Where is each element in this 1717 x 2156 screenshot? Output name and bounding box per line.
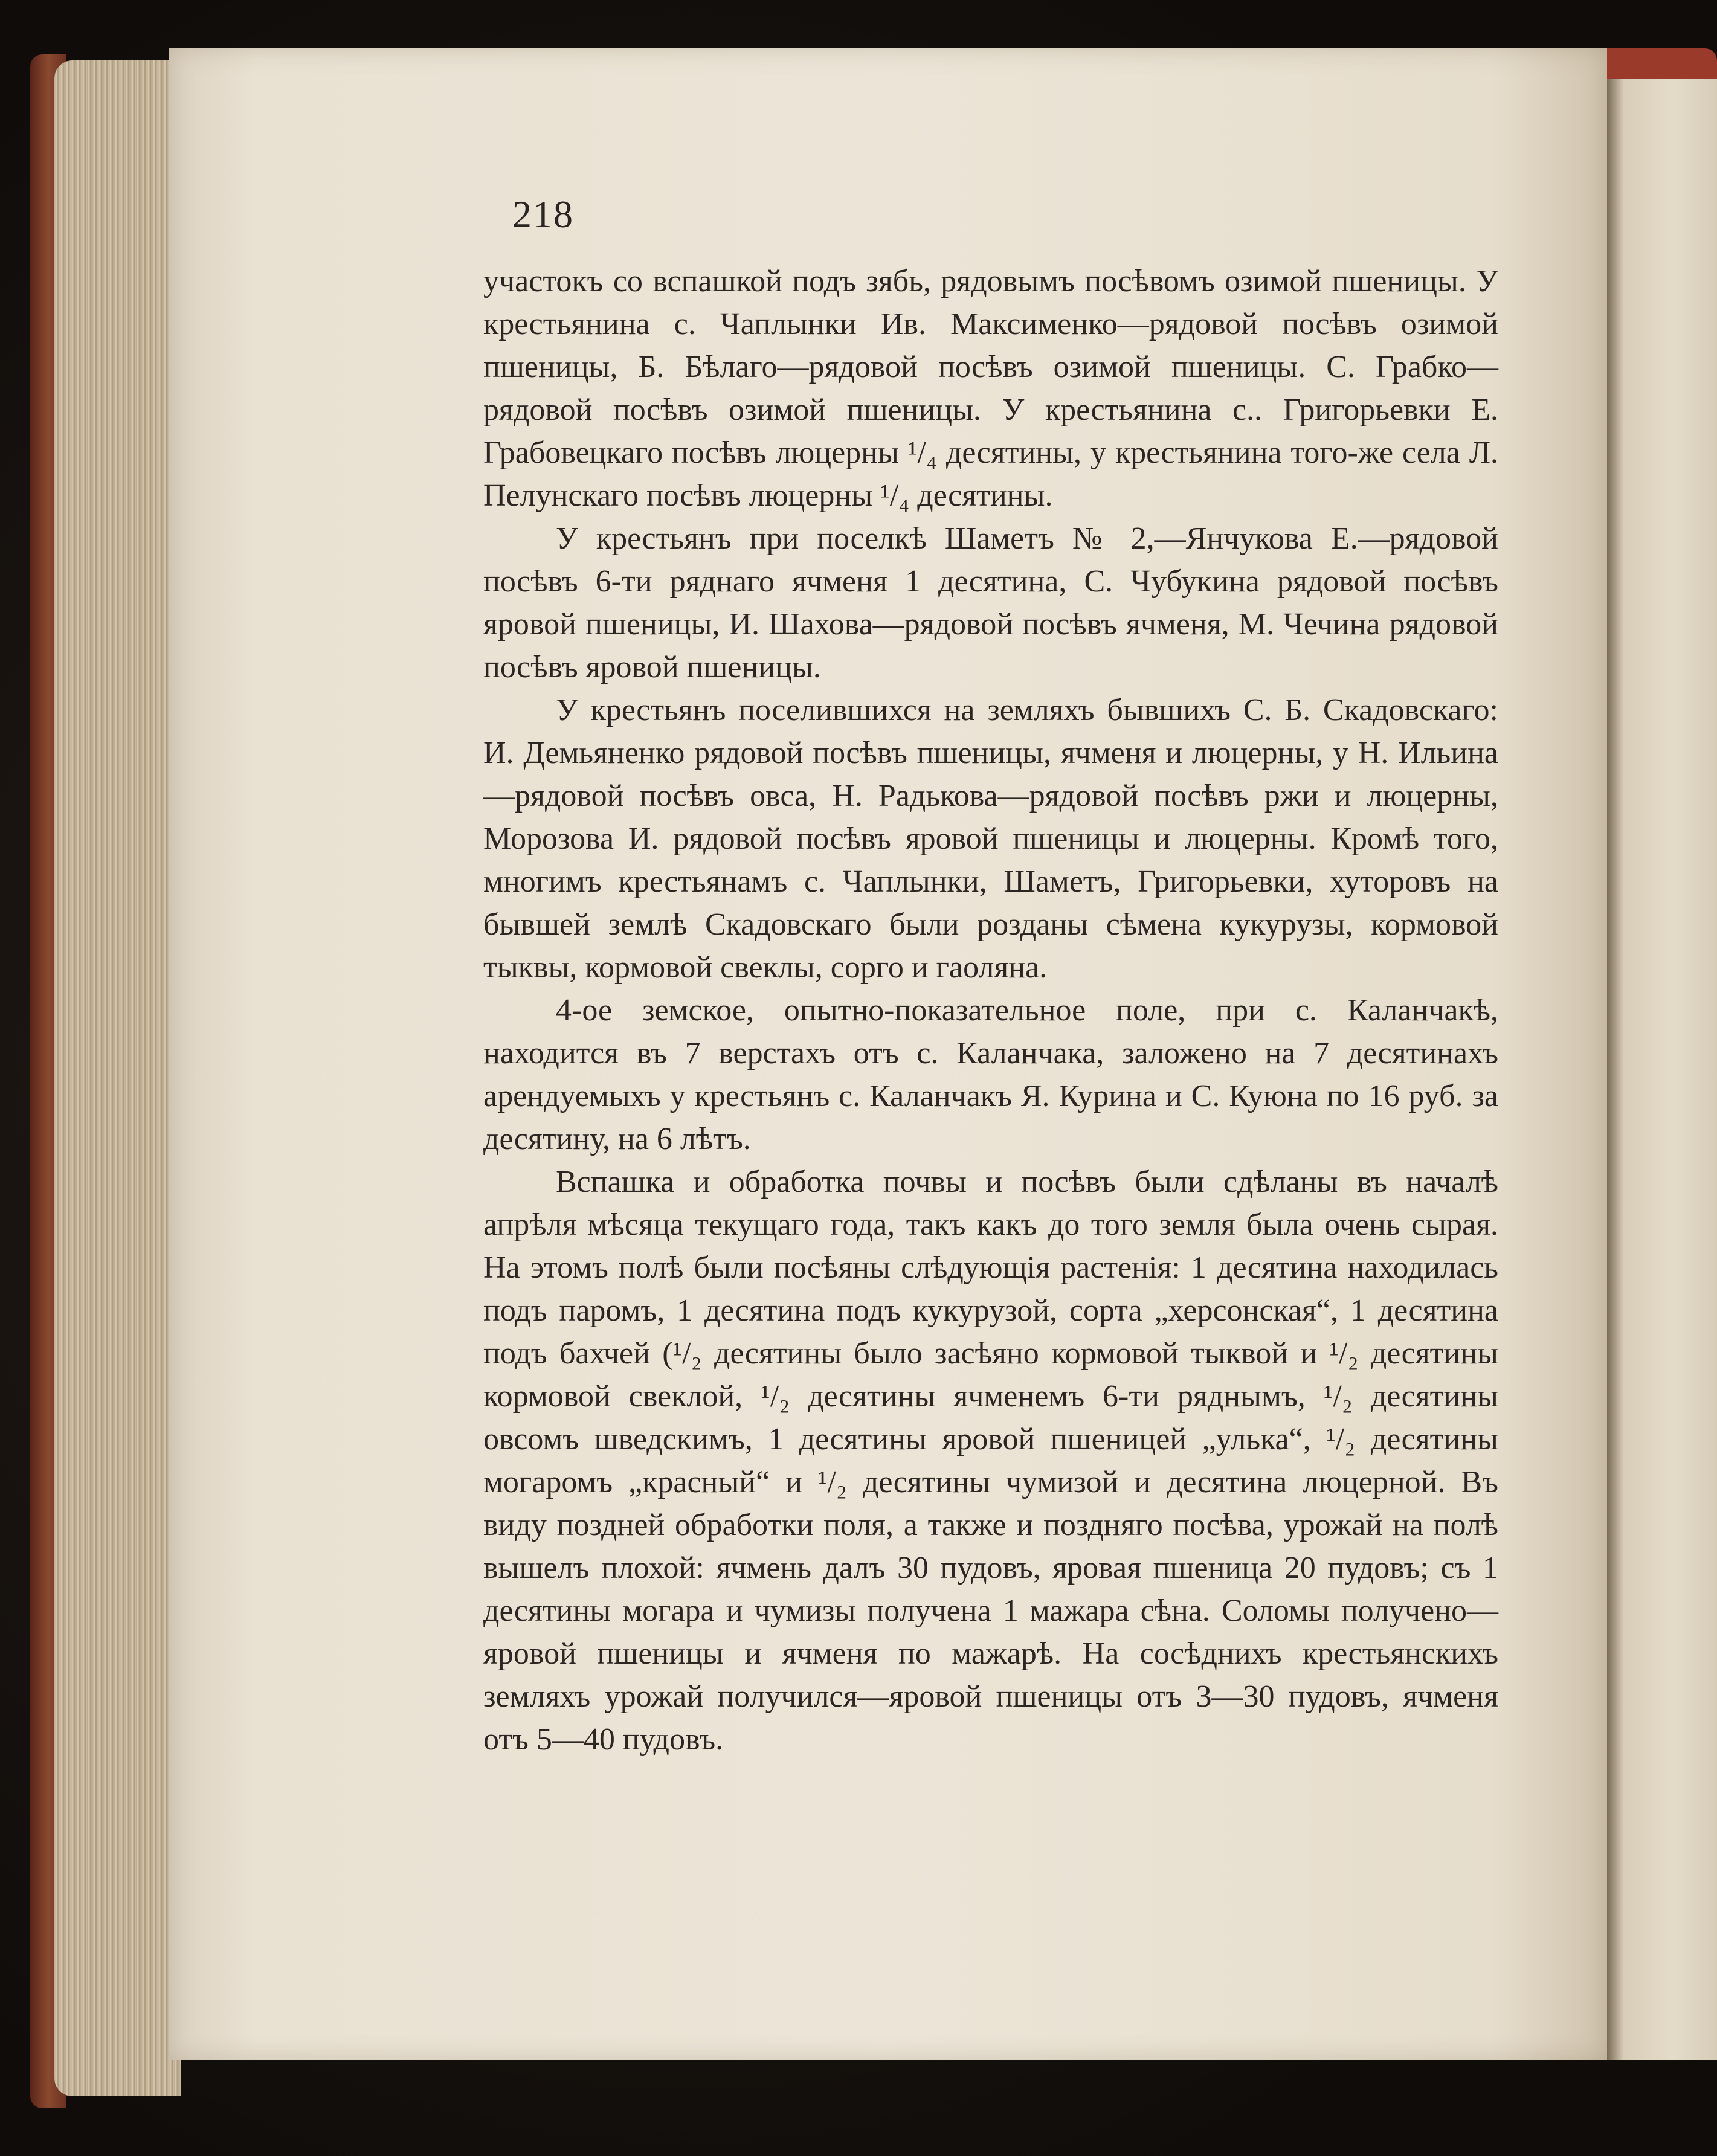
page-number: 218 bbox=[512, 193, 574, 236]
paragraph-2: У крестьянъ при поселкѣ Шаметъ № 2,—Янчукова Е.—рядовой посѣвъ 6-ти ряднаго ячменя 1 десятина, С. Чубукина рядовой посѣвъ яровой пшеницы, И. Шахова—рядовой посѣвъ ячменя, М. Чечина рядовой посѣвъ яровой пшеницы. bbox=[483, 521, 1498, 684]
page-stack-edge bbox=[54, 60, 181, 2096]
paragraph-4: 4-ое земское, опытно-показательное поле, при с. Каланчакѣ, находится въ 7 верстахъ отъ с. Каланчака, заложено на 7 десятинахъ арендуемыхъ у крестьянъ с. Каланчакъ Я. Курина и С. Куюна по 16 руб. за десятину, на 6 лѣтъ. bbox=[483, 993, 1498, 1156]
paragraph-3: У крестьянъ поселившихся на земляхъ бывшихъ С. Б. Скадовскаго: И. Демьяненко рядовой посѣвъ пшеницы, ячменя и люцерны, у Н. Ильина—рядовой посѣвъ овса, Н. Радькова—рядовой посѣвъ ржи и люцерны, Морозова И. рядовой посѣвъ яровой пшеницы и люцерны. Кромѣ того, многимъ крестьянамъ с. Чаплынки, Шаметъ, Григорьевки, хуторовъ на бывшей землѣ Скадовскаго были розданы сѣмена кукурузы, кормовой тыквы, кормовой свеклы, сорго и гаоляна. bbox=[483, 693, 1498, 985]
body-text bbox=[483, 260, 1498, 1761]
paragraph-1: участокъ со вспашкой подъ зябь, рядовымъ посѣвомъ озимой пшеницы. У крестьянина с. Чаплынки Ив. Максименко—рядовой посѣвъ озимой пшеницы, Б. Бѣлаго—рядовой посѣвъ озимой пшеницы. С. Грабко—рядовой посѣвъ озимой пшеницы. У крестьянина с.. Григорьевки Е. Грабовецкаго посѣвъ люцерны ¹/₄ десятины, у крестьянина того-же села Л. Пелунскаго посѣвъ люцерны ¹/₄ десятины. bbox=[483, 264, 1498, 513]
paragraph-5: Вспашка и обработка почвы и посѣвъ были сдѣланы въ началѣ апрѣля мѣсяца текущаго года, такъ какъ до того земля была очень сырая. На этомъ полѣ были посѣяны слѣдующія растенія: 1 десятина находилась подъ паромъ, 1 десятина подъ кукурузой, сорта „херсонская“, 1 десятина подъ бахчей (¹/₂ десятины было засѣяно кормовой тыквой и ¹/₂ десятины кормовой свеклой, ¹/₂ десятины ячменемъ 6-ти ряднымъ, ¹/₂ десятины овсомъ шведскимъ, 1 десятины яровой пшеницей „улька“, ¹/₂ десятины могаромъ „красный“ и ¹/₂ десятины чумизой и десятина люцерной. Въ виду поздней обработки поля, а также и поздняго посѣва, урожай на полѣ вышелъ плохой: ячмень далъ 30 пудовъ, яровая пшеница 20 пудовъ; съ 1 десятины могара и чумизы получена 1 мажара сѣна. Соломы получено—яровой пшеницы и ячменя по мажарѣ. На сосѣднихъ крестьянскихъ земляхъ урожай получился—яровой пшеницы отъ 3—30 пудовъ, ячменя отъ 5—40 пудовъ. bbox=[483, 1165, 1498, 1757]
facing-page bbox=[1607, 79, 1717, 2060]
